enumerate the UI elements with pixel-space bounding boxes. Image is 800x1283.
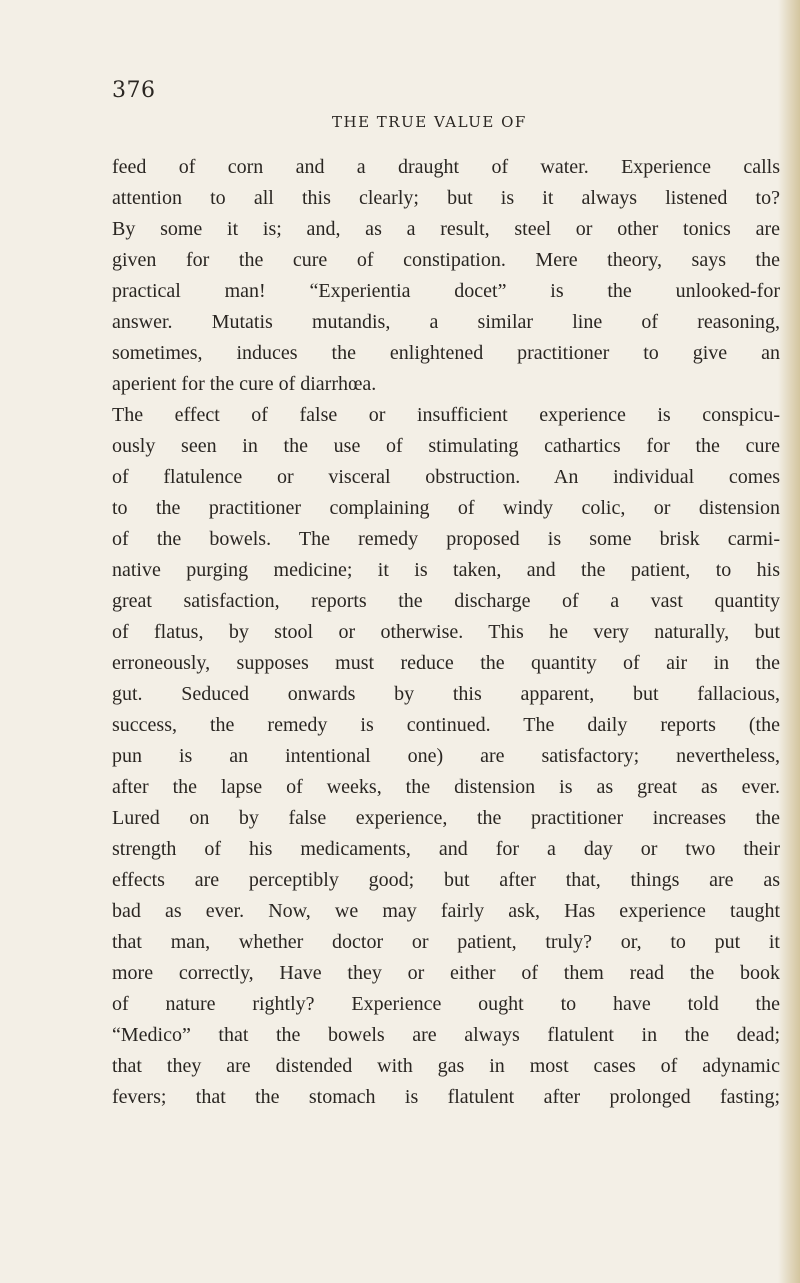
text-line: that man, whether doctor or patient, truly? or, to put it	[112, 931, 780, 953]
text-line: The effect of false or insufficient experience is conspicu-	[112, 404, 780, 426]
text-line: answer. Mutatis mutandis, a similar line of reasoning,	[112, 311, 780, 333]
text-line: great satisfaction, reports the discharge of a vast quantity	[112, 590, 780, 612]
text-line: to the practitioner complaining of windy colic, or distension	[112, 497, 780, 519]
text-line: sometimes, induces the enlightened practitioner to give an	[112, 342, 780, 364]
text-line: By some it is; and, as a result, steel or other tonics are	[112, 218, 780, 240]
text-line: gut. Seduced onwards by this apparent, but fallacious,	[112, 683, 780, 705]
text-line: of flatus, by stool or otherwise. This he very naturally, but	[112, 621, 780, 643]
text-line: more correctly, Have they or either of them read the book	[112, 962, 780, 984]
text-line: strength of his medicaments, and for a day or two their	[112, 838, 780, 860]
page-edge-shadow	[778, 0, 800, 1283]
page-number: 376	[112, 78, 156, 103]
text-line: success, the remedy is continued. The daily reports (the	[112, 714, 780, 736]
running-head: THE TRUE VALUE OF	[332, 113, 527, 131]
text-line: given for the cure of constipation. Mere theory, says the	[112, 249, 780, 271]
text-line: of flatulence or visceral obstruction. An individual comes	[112, 466, 780, 488]
text-line: Lured on by false experience, the practitioner increases the	[112, 807, 780, 829]
body-text	[112, 152, 780, 1113]
text-line: after the lapse of weeks, the distension is as great as ever.	[112, 776, 780, 798]
text-line: erroneously, supposes must reduce the quantity of air in the	[112, 652, 780, 674]
text-line: fevers; that the stomach is flatulent after prolonged fasting;	[112, 1086, 780, 1108]
text-line: pun is an intentional one) are satisfactory; nevertheless,	[112, 745, 780, 767]
text-line: ously seen in the use of stimulating cathartics for the cure	[112, 435, 780, 457]
text-line: bad as ever. Now, we may fairly ask, Has experience taught	[112, 900, 780, 922]
text-line: native purging medicine; it is taken, and the patient, to his	[112, 559, 780, 581]
text-line: practical man! “Experientia docet” is the unlooked-for	[112, 280, 780, 302]
text-line: of nature rightly? Experience ought to have told the	[112, 993, 780, 1015]
text-line: of the bowels. The remedy proposed is some brisk carmi-	[112, 528, 780, 550]
text-line: feed of corn and a draught of water. Experience calls	[112, 156, 780, 178]
text-line: attention to all this clearly; but is it always listened to?	[112, 187, 780, 209]
text-line: effects are perceptibly good; but after that, things are as	[112, 869, 780, 891]
text-line: aperient for the cure of diarrhœa.	[112, 373, 377, 395]
text-line: “Medico” that the bowels are always flatulent in the dead;	[112, 1024, 780, 1046]
text-line: that they are distended with gas in most cases of adynamic	[112, 1055, 780, 1077]
